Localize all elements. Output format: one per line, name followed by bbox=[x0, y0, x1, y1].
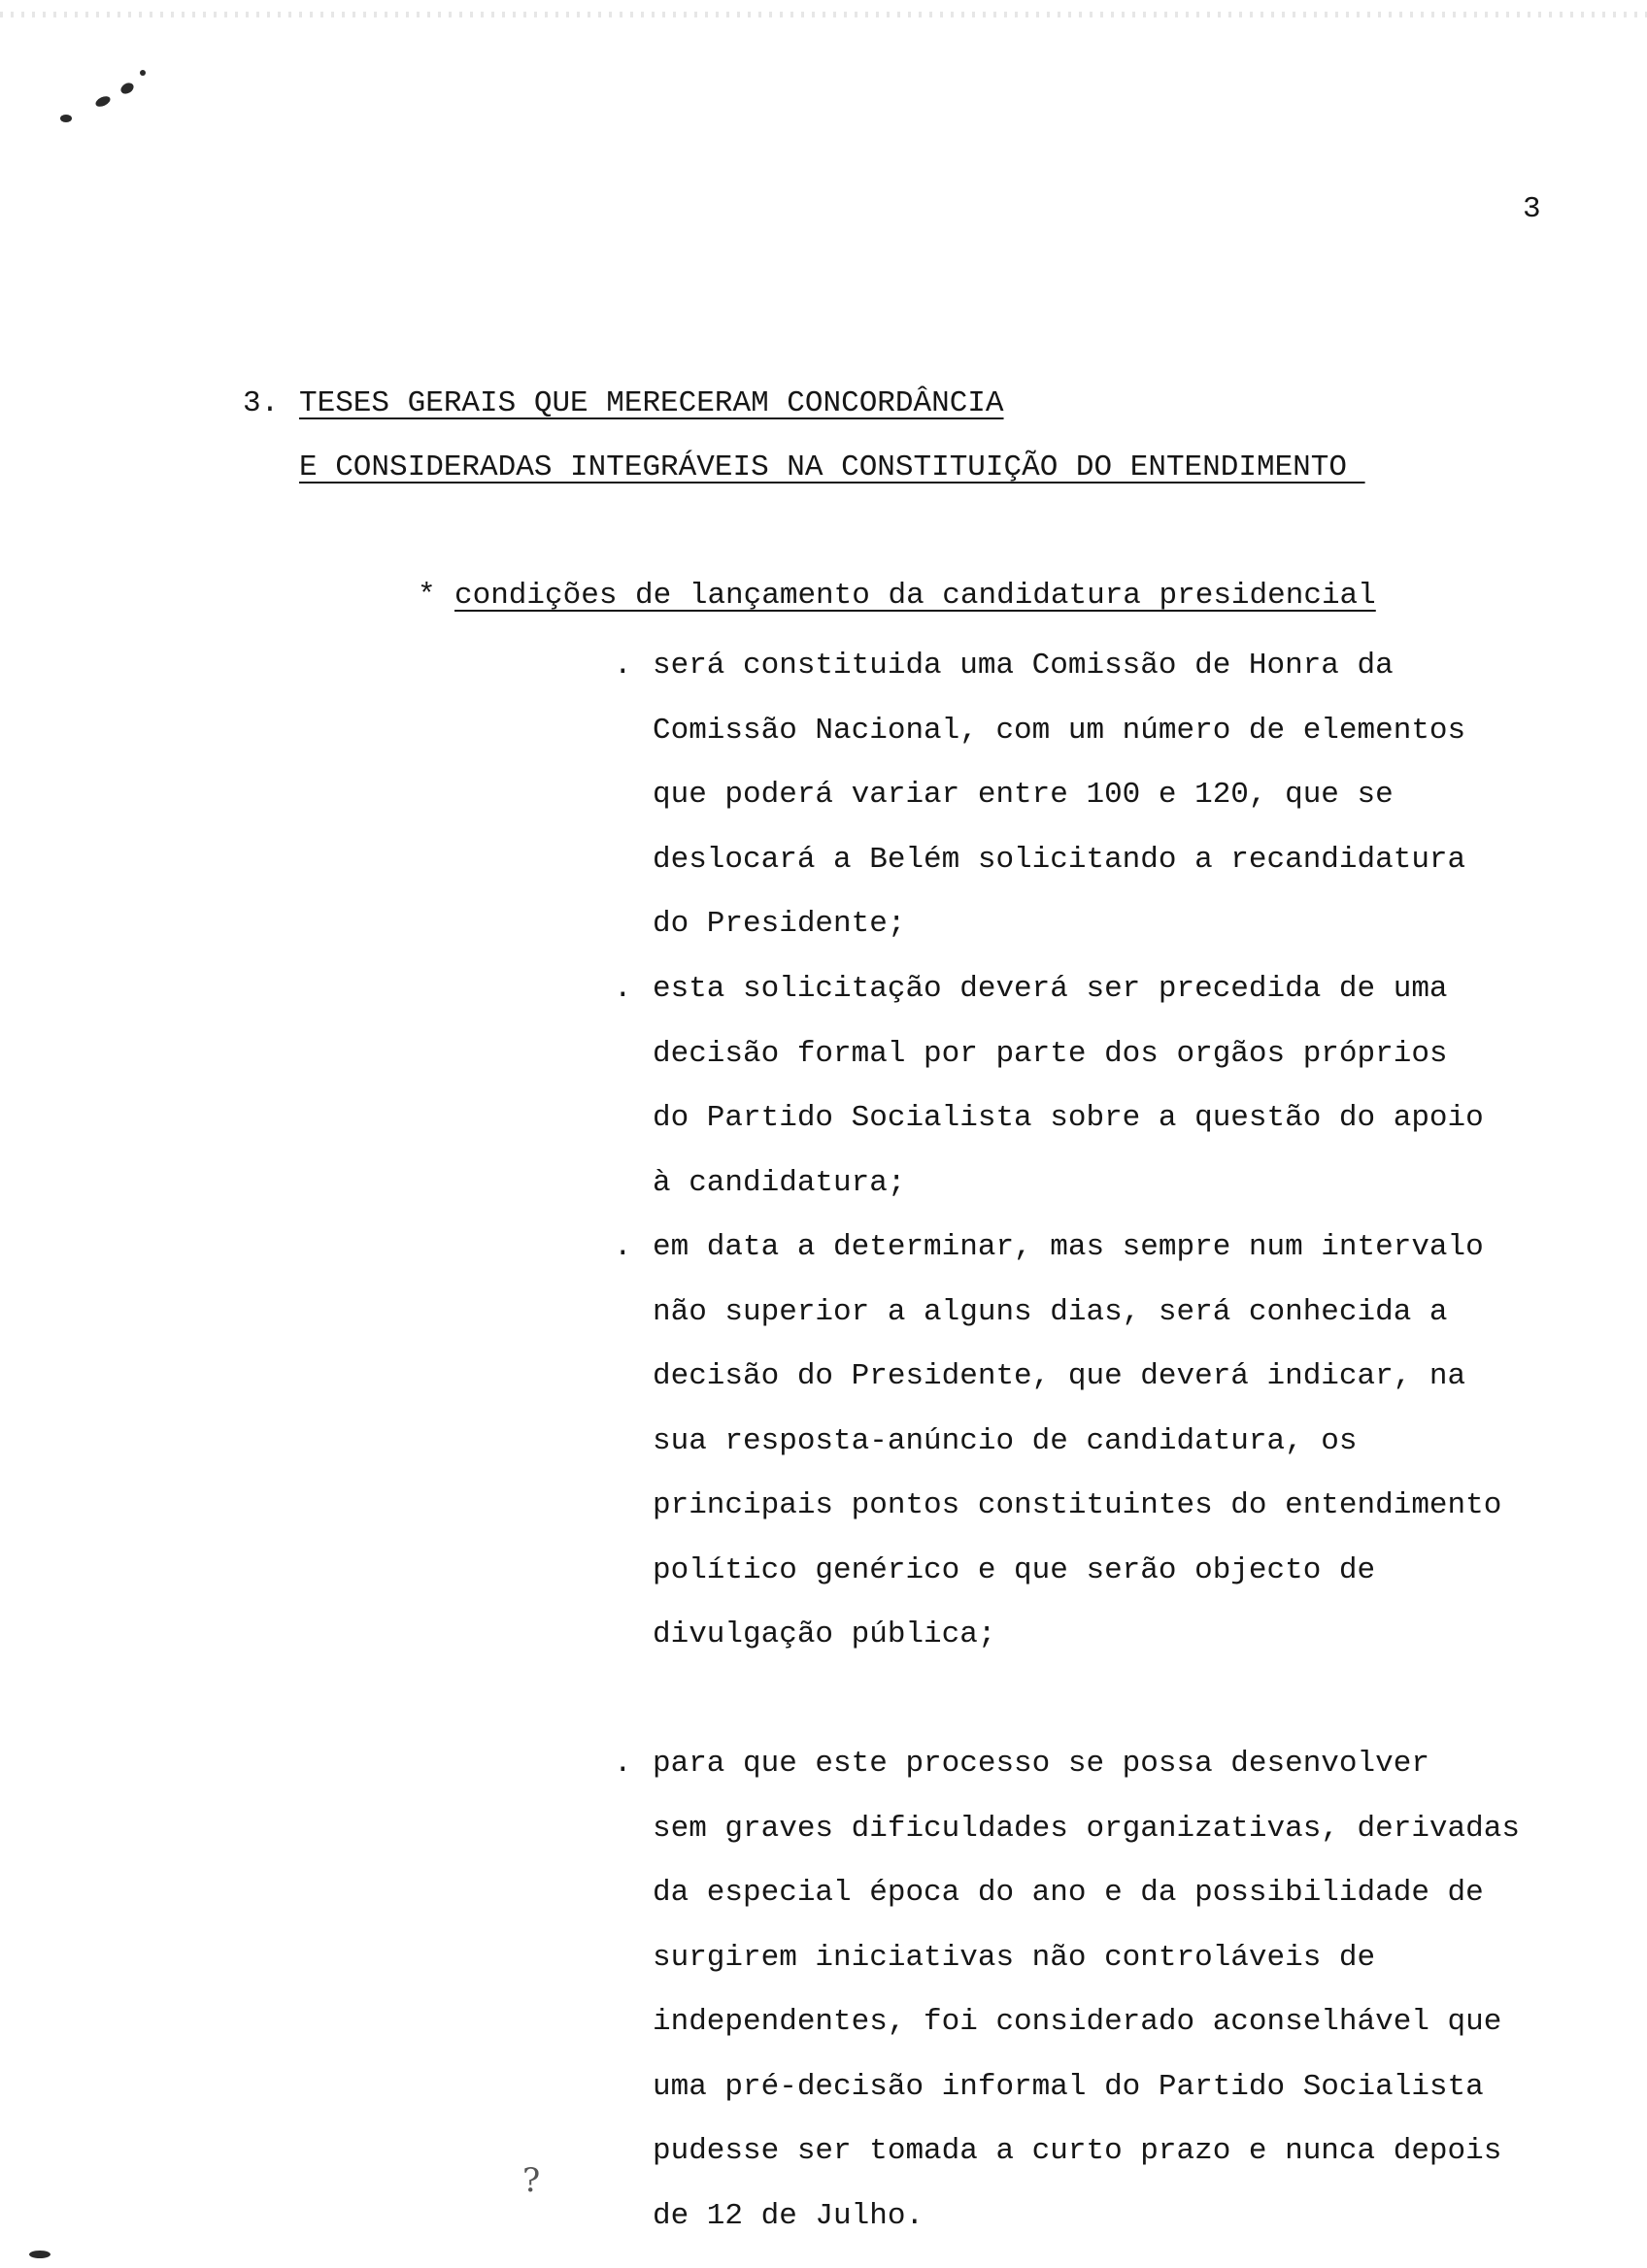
section-number: 3. bbox=[243, 386, 280, 420]
section-title-line2: E CONSIDERADAS INTEGRÁVEIS NA CONSTITUIÇÃO DO ENTENDIMENTO bbox=[299, 450, 1347, 484]
list-item-text: será constituida uma Comissão de Honra da Comissão Nacional, com um número de elementos que poderá variar entre 100 e 120, que se deslocará a Belém solicitando a recandidatura do Presidente; bbox=[653, 649, 1466, 941]
list-item bbox=[614, 634, 1624, 957]
scan-edge-artifact bbox=[0, 12, 1647, 17]
section-heading bbox=[243, 384, 1004, 423]
list-item-text: para que este processo se possa desenvolver sem graves dificuldades organizativas, derivadas da especial época do ano e da possibilidade de surgirem iniciativas não controláveis de independentes, foi considerado aconselhável que uma pré-decisão informal do Partido Socialista pudesse ser tomada a curto prazo e nunca depois de 12 de Julho. bbox=[653, 1747, 1520, 2233]
list-bullet: . bbox=[614, 972, 632, 1006]
list-item bbox=[614, 957, 1624, 1216]
list-bullet: . bbox=[614, 1747, 632, 1781]
list-bullet: . bbox=[614, 1230, 632, 1264]
ink-smudge bbox=[94, 94, 112, 109]
subsection-title: condições de lançamento da candidatura presidencial bbox=[454, 579, 1376, 613]
handwritten-question-mark: ? bbox=[522, 2161, 541, 2200]
ink-smudge bbox=[60, 115, 72, 122]
ink-smudge bbox=[118, 81, 135, 96]
list-item-text: esta solicitação deverá ser precedida de uma decisão formal por parte dos orgãos próprios do Partido Socialista sobre a questão do apoio à candidatura; bbox=[653, 972, 1484, 1200]
list-item bbox=[614, 1216, 1624, 1668]
section-heading-continued bbox=[299, 449, 1368, 487]
page-number: 3 bbox=[1523, 192, 1541, 226]
subsection-heading bbox=[418, 577, 1376, 616]
subsection-marker: * bbox=[418, 579, 436, 613]
list-bullet: . bbox=[614, 649, 632, 683]
heading-underline-tail bbox=[1347, 449, 1368, 487]
ink-smudge bbox=[29, 2251, 50, 2258]
ink-smudge bbox=[140, 70, 146, 76]
list-item-text: em data a determinar, mas sempre num intervalo não superior a alguns dias, será conhecida a decisão do Presidente, que deverá indicar, na sua resposta-anúncio de candidatura, os principais pontos constituintes do entendimento político genérico e que serão objecto de divulgação pública; bbox=[653, 1230, 1502, 1651]
section-title-line1: TESES GERAIS QUE MERECERAM CONCORDÂNCIA bbox=[299, 386, 1004, 420]
list-item bbox=[614, 1732, 1624, 2249]
